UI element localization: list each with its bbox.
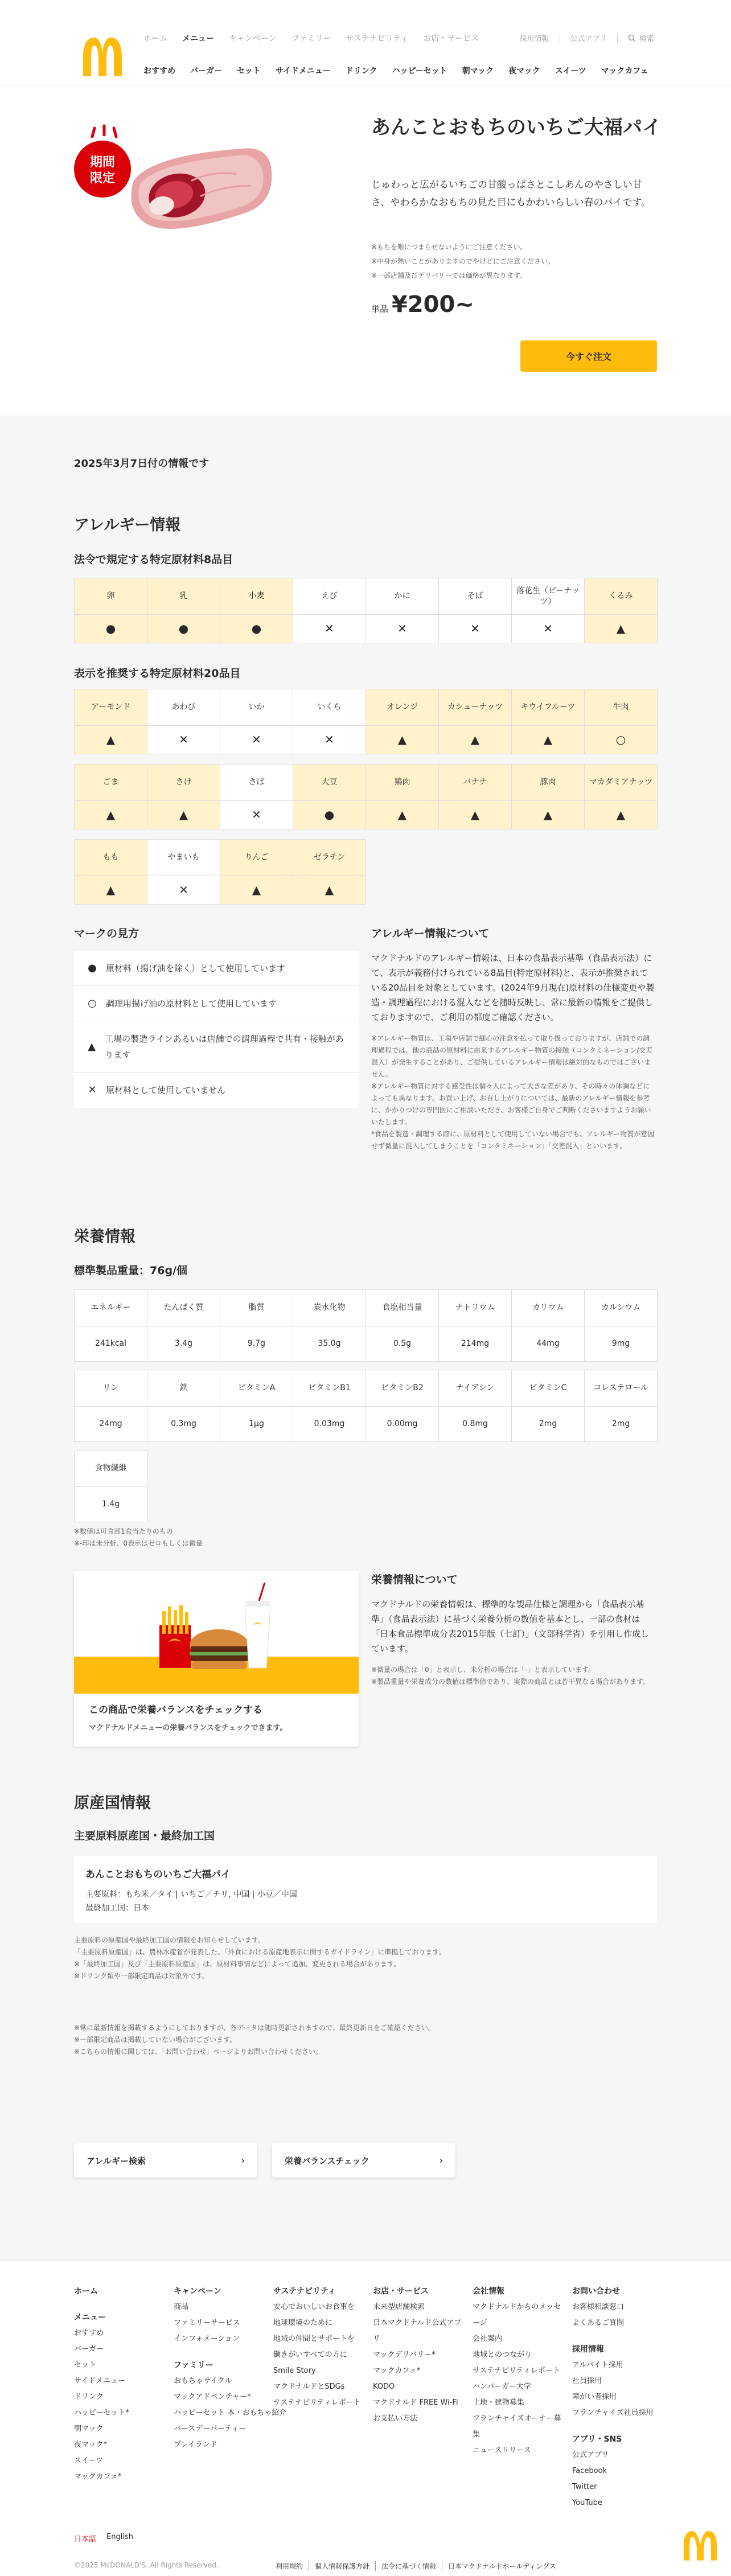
- allergen-name: あわび: [147, 689, 220, 726]
- recommended-allergen-table: [74, 689, 658, 754]
- allergen-name: りんご: [220, 840, 293, 876]
- nutrient-name: 炭水化物: [293, 1290, 366, 1326]
- divider: [617, 34, 618, 43]
- mandatory-allergen-table: [74, 578, 658, 643]
- nutrition-about-note: ※製品重量や栄養成分の数値は標準値であり、実際の商品とは若干異なる場合があります。: [371, 1678, 650, 1686]
- footer-link[interactable]: スイーツ: [74, 2456, 104, 2465]
- nutrient-name: エネルギー: [75, 1290, 147, 1326]
- nutrient-name: たんぱく質: [147, 1290, 220, 1326]
- allergen-mark: ▲: [75, 876, 147, 905]
- legend-symbol: ●: [88, 962, 97, 974]
- product-title: あんことおもちのいちご大福パイ: [371, 116, 662, 139]
- origin-final-processing: 最終加工国：日本: [85, 1904, 149, 1913]
- top-nav-item[interactable]: キャンペーン: [229, 34, 277, 43]
- allergen-mark: ▲: [512, 801, 585, 829]
- footer-heading[interactable]: 会社情報: [473, 2287, 504, 2296]
- footer-link[interactable]: おすすめ: [74, 2329, 104, 2337]
- allergen-mark: ●: [147, 615, 220, 643]
- allergen-mark: ▲: [585, 615, 658, 643]
- spacer: [74, 2299, 129, 2310]
- price-value: ¥200~: [392, 291, 474, 318]
- product-description: じゅわっと広がるいちごの甘酸っぱさとこしあんのやさしい甘さ、やわらかなおもちの見た目にもかわいらしい春のパイです。: [371, 179, 651, 208]
- menu-category-link[interactable]: マックカフェ: [601, 67, 648, 76]
- allergen-mark: ✕: [220, 801, 293, 829]
- allergen-mark: ✕: [220, 726, 293, 754]
- nutrient-value: 1μg: [220, 1407, 293, 1442]
- allergy-heading: アレルギー情報: [74, 516, 181, 534]
- nutrient-name: ナトリウム: [439, 1290, 512, 1326]
- allergen-name: アーモンド: [75, 689, 147, 726]
- origin-notes-2: [74, 2022, 657, 2058]
- footer-link[interactable]: 商品: [174, 2303, 189, 2311]
- top-nav-item[interactable]: サステナビリティ: [346, 34, 409, 43]
- origin-main-ingredients: 主要原料：もち米／タイ | いちご／チリ, 中国 | 小豆／中国: [85, 1890, 297, 1899]
- order-now-button[interactable]: 今すぐ注文: [520, 340, 657, 372]
- footer-link[interactable]: ドリンク: [74, 2393, 104, 2401]
- footer-col-company: [473, 2283, 566, 2459]
- allergen-name: 小麦: [220, 578, 293, 615]
- footer-link[interactable]: 働きがいすべての方に: [273, 2351, 347, 2359]
- allergen-name: えび: [293, 578, 366, 615]
- footer-link[interactable]: Smile Story: [273, 2367, 316, 2375]
- nutrient-name: 食塩相当量: [366, 1290, 439, 1326]
- note: ※一部店舗及びデリバリーでは価格が異なります。: [371, 272, 527, 280]
- nutrient-value: 214mg: [439, 1326, 512, 1362]
- info-date: 2025年3月7日付の情報です: [74, 458, 210, 470]
- nutrition-about-note: ※微量の場合は「0」と表示し、未分析の場合は「-」と表示しています。: [371, 1666, 596, 1674]
- footer-link[interactable]: マクドナルドとSDGs: [273, 2382, 345, 2391]
- allergen-mark: ✕: [147, 876, 220, 905]
- allergen-name: ゼラチン: [293, 840, 366, 876]
- footer-link[interactable]: お客様相談窓口: [572, 2303, 625, 2311]
- origin-card: [74, 1856, 657, 1923]
- footer-link[interactable]: 未来型店舗検索: [373, 2303, 425, 2311]
- allergen-name: いか: [220, 689, 293, 726]
- menu-category-link[interactable]: ドリンク: [345, 67, 377, 76]
- allergen-name: かに: [366, 578, 439, 615]
- nutrient-value: 0.3mg: [147, 1407, 220, 1442]
- nutrient-name: ビタミンB2: [366, 1370, 439, 1407]
- note: 主要原料の原産国や最終加工国の情報をお知らせしています。: [74, 1936, 265, 1944]
- footer-link[interactable]: 土地・建物募集: [473, 2398, 525, 2407]
- footer-link[interactable]: 夜マック*: [74, 2441, 107, 2449]
- allergen-name: ごま: [75, 765, 147, 801]
- note: ※-印は未分析、0表示はゼロもしくは微量: [74, 1539, 203, 1547]
- nutrient-value: 1.4g: [75, 1487, 147, 1522]
- allergen-mark: ✕: [293, 615, 366, 643]
- nutrient-value: 2mg: [585, 1407, 658, 1442]
- badge-text: 期間: [89, 155, 116, 170]
- footer-heading[interactable]: ファミリー: [174, 2361, 213, 2370]
- note: 「主要原料原産国」は、農林水産省が発表した、「外食における原産地表示に関するガイドライン」に準拠しております。: [74, 1948, 446, 1956]
- footer-link[interactable]: マクドナルド FREE Wi-Fi: [373, 2398, 458, 2407]
- allergen-name: くるみ: [585, 578, 658, 615]
- note: ※ドリンク類や一部限定商品は対象外です。: [74, 1972, 209, 1980]
- allergen-name: バナナ: [439, 765, 512, 801]
- footer-link[interactable]: 地域とのつながり: [473, 2351, 532, 2359]
- footer-link[interactable]: マックカフェ*: [74, 2472, 122, 2481]
- legend-symbol: ✕: [88, 1084, 97, 1096]
- allergy-search-label: アレルギー検索: [87, 2155, 146, 2166]
- legend-row: [74, 1073, 359, 1108]
- allergy-about-note: ※アレルギー物質は、工場や店舗で細心の注意を払って取り扱っておりますが、店舗での調理過程では、他の商品の原材料に由来するアレルギー物質の接触（コンタミネーション/交差混入）が発生することがあり、ご提供しているアレルギー情報は絶対的なものではございません。: [371, 1034, 653, 1078]
- menu-category-link[interactable]: おすすめ: [143, 67, 176, 76]
- nutrition-table: [74, 1450, 147, 1522]
- nutrition-balance-label: 栄養バランスチェック: [285, 2155, 369, 2166]
- recommended-allergens-heading: 表示を推奨する特定原材料20品目: [74, 667, 241, 680]
- allergy-search-button[interactable]: [74, 2143, 257, 2178]
- note: ※数値は可食部1食当たりのもの: [74, 1527, 173, 1535]
- footer-link[interactable]: マクドナルドからのメッセージ: [473, 2303, 561, 2327]
- card-subtitle: マクドナルドメニューの栄養バランスをチェックできます。: [89, 1724, 288, 1732]
- allergen-mark: ●: [293, 801, 366, 829]
- nutrition-heading: 栄養情報: [74, 1228, 135, 1246]
- footer-link[interactable]: バースデーパーティー: [174, 2425, 247, 2433]
- legend-symbol: ▲: [88, 1040, 96, 1053]
- nutrient-name: 食物繊維: [75, 1451, 147, 1487]
- legend-text: 原材料として使用していません: [106, 1085, 226, 1095]
- chevron-right-icon: ›: [241, 2155, 245, 2166]
- footer-heading[interactable]: ホーム: [74, 2287, 98, 2296]
- allergen-mark: ✕: [512, 615, 585, 643]
- product-image: [68, 105, 296, 270]
- allergen-mark: ▲: [585, 801, 658, 829]
- footer-link[interactable]: お支払い方法: [373, 2414, 418, 2423]
- note: ※中身が熱いことがありますのでやけどにご注意ください。: [371, 257, 555, 265]
- footer-link[interactable]: 公式アプリ: [572, 2451, 609, 2459]
- footer-heading[interactable]: お問い合わせ: [572, 2287, 620, 2296]
- nutrient-value: 241kcal: [75, 1326, 147, 1362]
- limited-badge: [74, 126, 131, 198]
- nutrition-notes: [74, 1526, 657, 1550]
- allergen-mark: ▲: [75, 726, 147, 754]
- footer-link[interactable]: セット: [74, 2361, 97, 2369]
- legend-heading: マークの見方: [74, 927, 139, 940]
- nutrient-value: 2mg: [512, 1407, 585, 1442]
- legal-link[interactable]: 利用規約: [276, 2562, 303, 2570]
- note: ※こちらの情報に関しては、「お問い合わせ」ページよりお問い合わせください。: [74, 2048, 322, 2056]
- footer-link[interactable]: ニュースリリース: [473, 2446, 531, 2455]
- lang-en[interactable]: English: [106, 2533, 133, 2541]
- allergen-name: 卵: [75, 578, 147, 615]
- spacer: [572, 2331, 653, 2341]
- allergen-mark: ▲: [366, 726, 439, 754]
- nutrient-name: ビタミンB1: [293, 1370, 366, 1407]
- origin-heading: 原産国情報: [74, 1794, 151, 1812]
- nutrient-value: 24mg: [75, 1407, 147, 1442]
- allergen-mark: ✕: [293, 726, 366, 754]
- footer-link[interactable]: ハッピーセット*: [74, 2409, 129, 2417]
- footer-link[interactable]: ハンバーガー大学: [473, 2382, 531, 2391]
- footer-link[interactable]: ハッピーセット 本・おもちゃ紹介: [174, 2409, 287, 2417]
- origin-notes: [74, 1934, 657, 1982]
- menu-category-link[interactable]: サイドメニュー: [275, 67, 331, 76]
- footer-link[interactable]: フランチャイズオーナー募集: [473, 2414, 561, 2439]
- top-nav: [143, 32, 479, 44]
- footer-link[interactable]: プレイランド: [174, 2441, 217, 2449]
- top-nav-item[interactable]: ホーム: [143, 34, 167, 43]
- footer-link[interactable]: サステナビリティレポート: [473, 2367, 560, 2375]
- allergen-mark: ▲: [75, 801, 147, 829]
- allergen-name: やまいも: [147, 840, 220, 876]
- spacer: [174, 2347, 286, 2357]
- allergen-mark: ✕: [366, 615, 439, 643]
- product-weight: 標準製品重量：76g/個: [74, 1264, 187, 1277]
- nutrient-value: 35.0g: [293, 1326, 366, 1362]
- price-label: 単品: [371, 304, 389, 314]
- origin-subheading: 主要原料原産国・最終加工国: [74, 1830, 215, 1842]
- mark-legend: [74, 951, 359, 1108]
- allergen-name: さば: [220, 765, 293, 801]
- footer-link[interactable]: 地球環境のために: [273, 2319, 333, 2327]
- official-app-link[interactable]: 公式アプリ: [570, 35, 607, 43]
- recommended-allergen-table: [74, 839, 366, 905]
- nutrient-name: ナイアシン: [439, 1370, 512, 1407]
- allergen-name: いくら: [293, 689, 366, 726]
- footer-link[interactable]: サイドメニュー: [74, 2377, 125, 2385]
- footer-link[interactable]: Twitter: [572, 2483, 597, 2491]
- nutrient-name: 鉄: [147, 1370, 220, 1407]
- footer-link[interactable]: 会社案内: [473, 2335, 503, 2343]
- nutrient-value: 9mg: [585, 1326, 658, 1362]
- nutrient-value: 9.7g: [220, 1326, 293, 1362]
- footer-link[interactable]: 安心でおいしいお食事を: [273, 2303, 355, 2311]
- footer-col-home: [74, 2283, 129, 2485]
- legal-link[interactable]: 個人情報保護方針: [309, 2561, 375, 2571]
- nutrition-about-heading: 栄養情報について: [371, 1573, 458, 1586]
- allergen-mark: ▲: [439, 726, 512, 754]
- footer-link[interactable]: よくあるご質問: [572, 2319, 625, 2327]
- footer-link[interactable]: 地域の仲間とサポートを: [273, 2335, 355, 2343]
- footer-legal-links: [276, 2561, 562, 2571]
- legend-text: 調理用揚げ油の原材料として使用しています: [106, 998, 277, 1009]
- footer-heading[interactable]: キャンペーン: [174, 2287, 221, 2296]
- card-title: この商品で栄養バランスをチェックする: [89, 1704, 262, 1716]
- nutrient-name: 脂質: [220, 1290, 293, 1326]
- footer-link[interactable]: 日本マクドナルド公式アプリ: [373, 2319, 462, 2343]
- site-header: [0, 0, 731, 85]
- footer-col-campaign: [174, 2283, 286, 2453]
- footer-col-store: [373, 2283, 464, 2427]
- footer-link[interactable]: 障がい者採用: [572, 2393, 617, 2401]
- allergen-mark: ▲: [293, 876, 366, 905]
- footer-heading[interactable]: メニュー: [74, 2313, 106, 2322]
- footer-link[interactable]: サステナビリティレポート: [273, 2398, 361, 2407]
- footer-link[interactable]: ファミリーサービス: [174, 2319, 240, 2327]
- top-nav-item[interactable]: メニュー: [182, 34, 214, 43]
- allergen-mark: ▲: [366, 801, 439, 829]
- footer-link[interactable]: マックカフェ*: [373, 2367, 421, 2375]
- allergen-name: そば: [439, 578, 512, 615]
- legend-text: 原材料（揚げ油を除く）として使用しています: [106, 963, 286, 973]
- recruit-link[interactable]: 採用情報: [519, 35, 549, 43]
- allergy-about-note: ※アレルギー物質に対する感受性は個々人によって大きな差があり、その時々の体調などによっても異なります。お買い上げ、お召し上がりについては、最新のアレルギー情報を参考に、かかりつけの専門医にご相談いただき、お客様ご自身でご判断くださいますようお願いいたします。: [371, 1082, 651, 1126]
- nutrient-name: コレステロール: [585, 1370, 658, 1407]
- search-icon: [628, 34, 636, 42]
- allergen-name: マカダミアナッツ: [585, 765, 658, 801]
- footer-link[interactable]: おもちゃサイクル: [174, 2377, 232, 2385]
- footer-heading[interactable]: お店・サービス: [373, 2287, 429, 2296]
- nutrient-value: 0.00mg: [366, 1407, 439, 1442]
- search-label: 検索: [639, 35, 654, 43]
- note: ※「最終加工国」及び「主要原料原産国」は、原材料事情などによって追加、変更される場合があります。: [74, 1960, 401, 1968]
- legend-symbol: ○: [88, 997, 97, 1009]
- allergen-mark: ○: [585, 726, 658, 754]
- menu-category-link[interactable]: バーガー: [190, 67, 222, 76]
- copyright: ©2025 McDONALD'S. All Rights Reserved.: [74, 2561, 219, 2569]
- note: ※もちを喉につまらせないようにご注意ください。: [371, 243, 527, 251]
- nutrition-balance-button[interactable]: [272, 2143, 455, 2178]
- lang-ja[interactable]: 日本語: [74, 2535, 97, 2544]
- meal-illustration: [74, 1571, 359, 1694]
- allergy-about-heading: アレルギー情報について: [371, 927, 490, 940]
- site-footer: [0, 2260, 731, 2576]
- legal-link[interactable]: 法令に基づく情報: [375, 2561, 442, 2571]
- nutrient-value: 44mg: [512, 1326, 585, 1362]
- allergy-about-text: マクドナルドのアレルギー情報は、日本の食品表示基準（食品表示法）にて、表示が義務付けられている8品目(特定原材料)と、表示が推奨されている20品目を対象としています。(2024年9月現在)原材料の仕様変更や製造・調理過程における混入などを随時反映し、常に最新の情報をご提供しておりますので、ご利用の都度ご確認ください。: [371, 953, 655, 1022]
- allergen-name: 乳: [147, 578, 220, 615]
- allergen-name: もも: [75, 840, 147, 876]
- origin-product-name: あんことおもちのいちご大福パイ: [85, 1869, 231, 1880]
- nutrient-name: リン: [75, 1370, 147, 1407]
- allergen-name: カシューナッツ: [439, 689, 512, 726]
- product-hero: [0, 85, 731, 416]
- top-nav-item[interactable]: ファミリー: [291, 34, 331, 43]
- nutrition-table: [74, 1370, 658, 1442]
- menu-category-link[interactable]: スイーツ: [555, 67, 586, 76]
- nutrient-name: カルシウム: [585, 1290, 658, 1326]
- legal-link[interactable]: 日本マクドナルドホールディングス: [442, 2561, 562, 2571]
- note: ※常に最新情報を掲載するようにしておりますが、各データは随時更新されますので、最終更新日をご確認ください。: [74, 2024, 435, 2032]
- recommended-allergen-table: [74, 764, 658, 829]
- allergen-name: さけ: [147, 765, 220, 801]
- top-nav-item[interactable]: お店・サービス: [423, 34, 479, 43]
- badge-text: 限定: [89, 171, 116, 186]
- mcdonalds-logo[interactable]: [80, 34, 125, 80]
- allergen-mark: ▲: [147, 801, 220, 829]
- footer-heading[interactable]: アプリ・SNS: [572, 2435, 622, 2444]
- allergen-name: 落花生（ピーナッツ）: [512, 578, 585, 615]
- chevron-right-icon: ›: [439, 2155, 443, 2166]
- footer-link[interactable]: マックデリバリー*: [373, 2351, 436, 2359]
- allergen-mark: ●: [75, 615, 147, 643]
- mcdonalds-logo[interactable]: [680, 2528, 720, 2562]
- menu-category-link[interactable]: ハッピーセット: [392, 67, 447, 76]
- legend-row: [74, 951, 359, 986]
- allergen-mark: ●: [220, 615, 293, 643]
- menu-category-link[interactable]: セット: [236, 67, 261, 76]
- allergen-mark: ▲: [512, 726, 585, 754]
- footer-link[interactable]: インフォメーション: [174, 2335, 240, 2343]
- footer-link[interactable]: マックアドベンチャー*: [174, 2393, 251, 2401]
- footer-link[interactable]: Facebook: [572, 2467, 607, 2475]
- allergen-name: 豚肉: [512, 765, 585, 801]
- allergen-mark: ▲: [220, 876, 293, 905]
- allergen-mark: ✕: [147, 726, 220, 754]
- language-switch: [74, 2533, 133, 2544]
- product-notes: [371, 240, 656, 283]
- nutrient-name: ビタミンA: [220, 1370, 293, 1407]
- nutrient-value: 0.5g: [366, 1326, 439, 1362]
- nutrient-value: 0.03mg: [293, 1407, 366, 1442]
- legend-row: [74, 986, 359, 1021]
- spacer: [572, 2421, 653, 2431]
- footer-link[interactable]: アルバイト採用: [572, 2361, 623, 2369]
- note: ※一部限定商品は掲載していない場合がございます。: [74, 2036, 237, 2044]
- price: [371, 291, 474, 318]
- allergen-name: 牛肉: [585, 689, 658, 726]
- search-button[interactable]: [628, 32, 654, 43]
- product-info: [0, 416, 731, 2260]
- footer-link[interactable]: 朝マック: [74, 2425, 104, 2433]
- footer-link[interactable]: KODO: [373, 2382, 395, 2391]
- legend-row: [74, 1021, 359, 1073]
- allergen-name: 大豆: [293, 765, 366, 801]
- footer-col-contact: [572, 2283, 653, 2511]
- footer-link[interactable]: バーガー: [74, 2345, 104, 2353]
- allergen-mark: ✕: [439, 615, 512, 643]
- nutrition-table: [74, 1289, 658, 1362]
- footer-link[interactable]: 社員採用: [572, 2377, 602, 2385]
- legend-text: 工場の製造ラインあるいは店舗での調理過程で共有・接触があります: [105, 1033, 344, 1060]
- menu-category-link[interactable]: 朝マック: [462, 67, 494, 76]
- nutrition-about-text: マクドナルドの栄養情報は、標準的な製品仕様と調理から「食品表示基準」（食品表示法）に基づく栄養分析の数値を基本とし、一部の食材は「日本食品標準成分表2015年版（七訂）」（文部科学省）を引用し作成しています。: [371, 1599, 650, 1654]
- allergen-mark: ▲: [439, 801, 512, 829]
- utility-links: [519, 32, 654, 43]
- footer-col-sustainability: [273, 2283, 361, 2411]
- footer-heading[interactable]: サステナビリティ: [273, 2287, 336, 2296]
- footer-link[interactable]: フランチャイズ社員採用: [572, 2409, 654, 2417]
- menu-sub-nav: [143, 65, 648, 76]
- allergen-name: キウイフルーツ: [512, 689, 585, 726]
- nutrition-balance-card[interactable]: [74, 1571, 359, 1747]
- allergy-about-note: *食品を製造・調理する際に、原材料として使用していない場合でも、アレルギー物質が意図せず微量に混入してしまうことを「コンタミネーション」「交差混入」といいます。: [371, 1130, 655, 1150]
- mandatory-allergens-heading: 法令で規定する特定原材料8品目: [74, 553, 233, 566]
- allergen-name: オレンジ: [366, 689, 439, 726]
- allergen-name: 鶏肉: [366, 765, 439, 801]
- footer-heading[interactable]: 採用情報: [572, 2345, 604, 2354]
- nutrient-value: 3.4g: [147, 1326, 220, 1362]
- nutrient-value: 0.8mg: [439, 1407, 512, 1442]
- footer-link[interactable]: YouTube: [572, 2499, 602, 2507]
- menu-category-link[interactable]: 夜マック: [508, 67, 540, 76]
- nutrient-name: ビタミンC: [512, 1370, 585, 1407]
- nutrient-name: カリウム: [512, 1290, 585, 1326]
